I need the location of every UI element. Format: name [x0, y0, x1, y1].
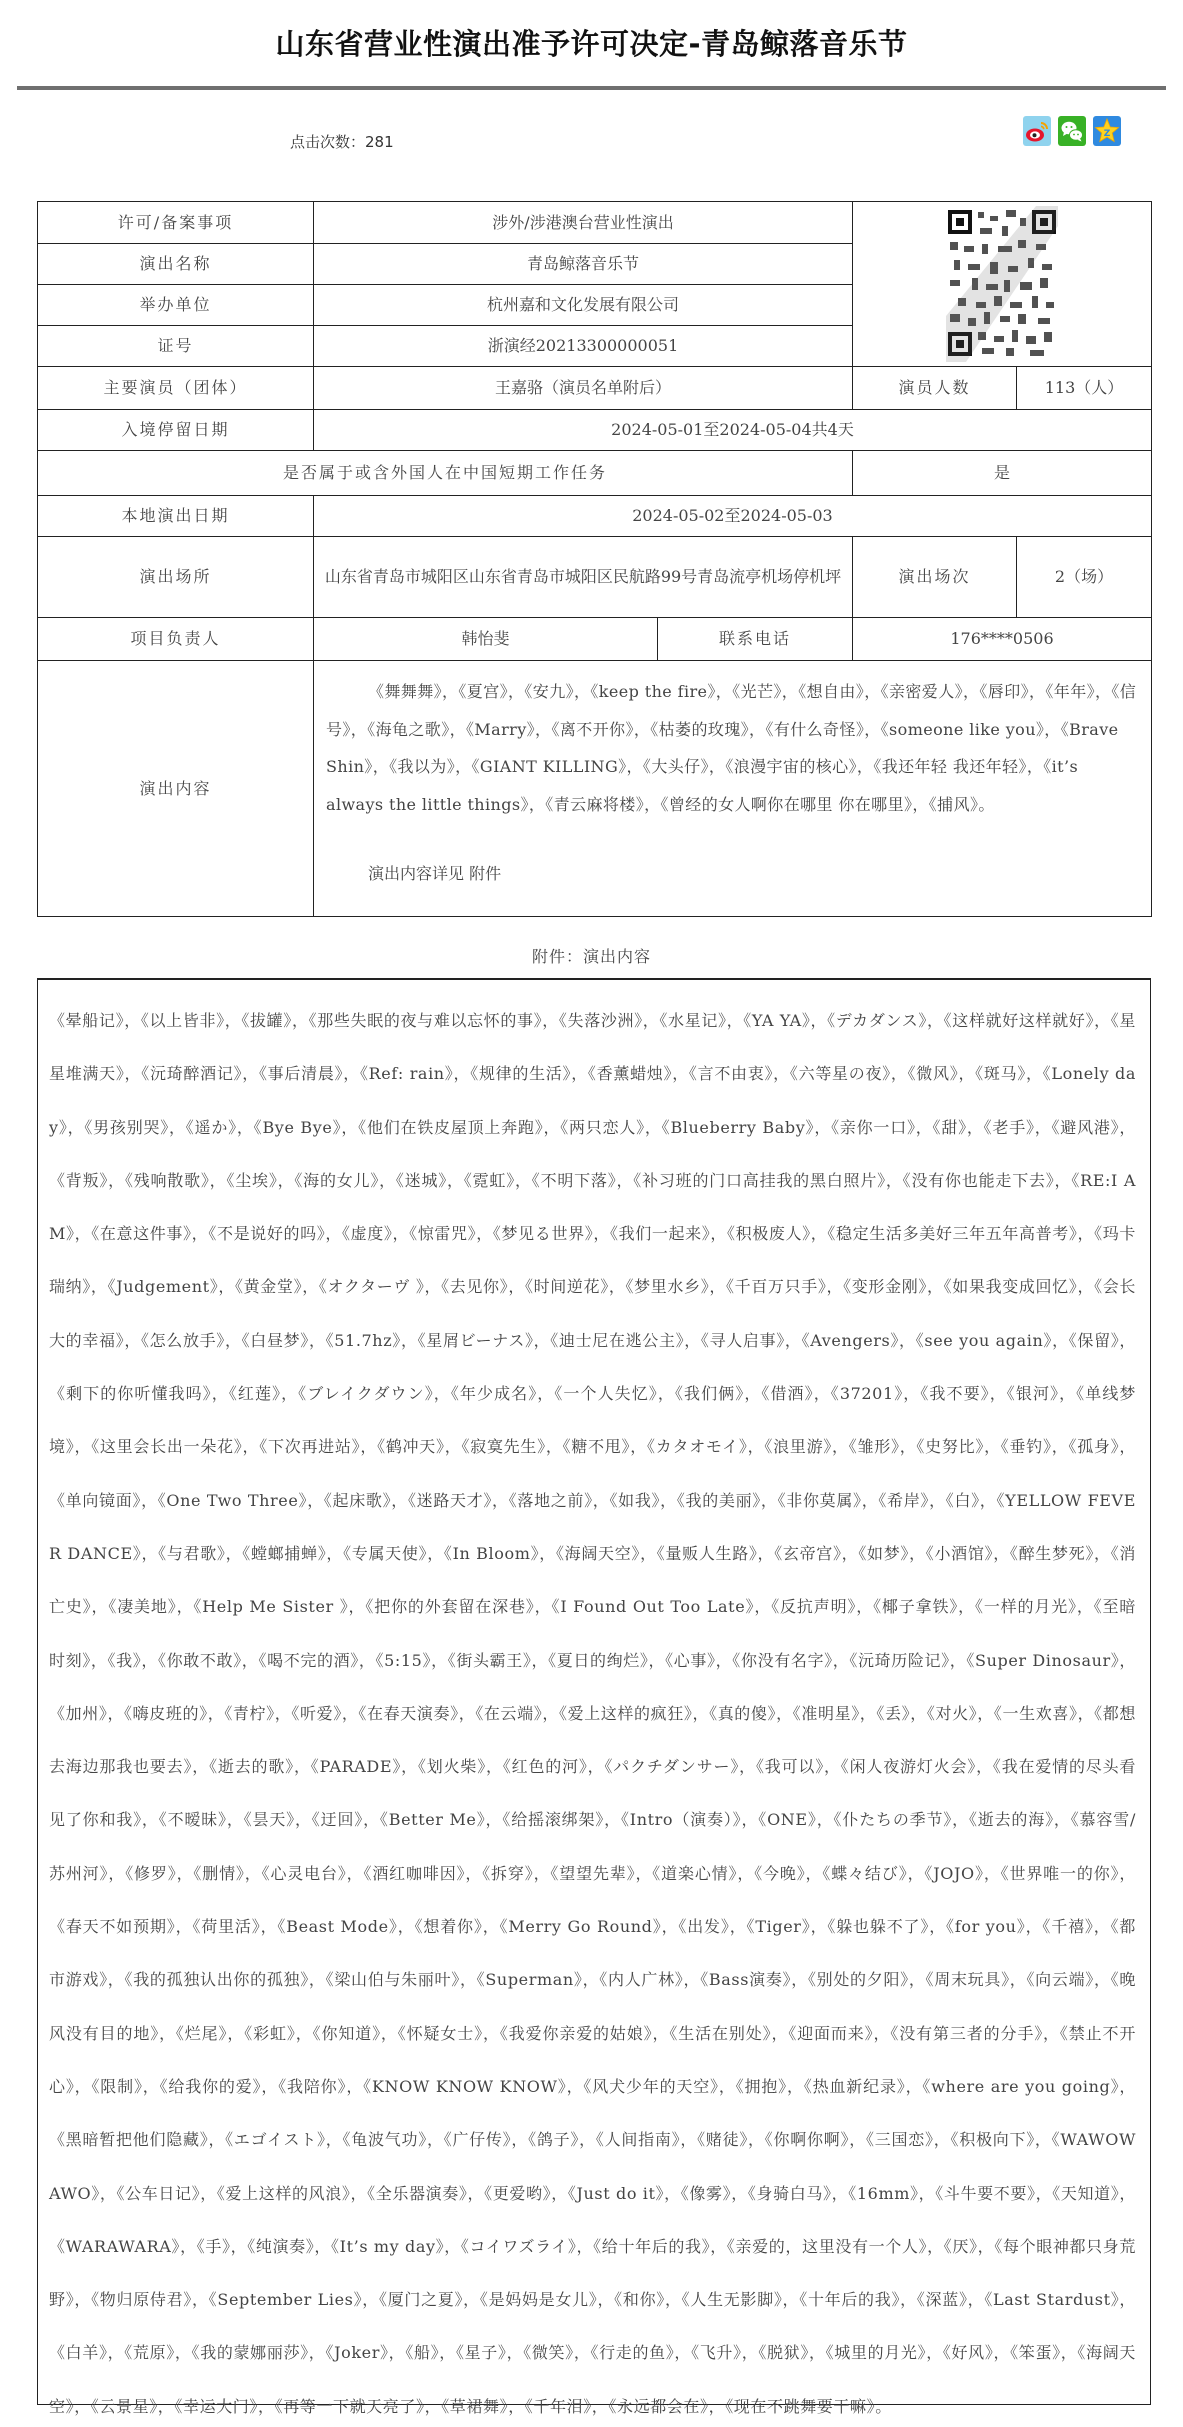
organizer-label: 举办单位 [38, 285, 314, 326]
content-cell [314, 661, 1152, 917]
content-value: 《舞舞舞》，《夏宫》，《安九》，《keep the fire》，《光芒》，《想自由》，《亲密爱人》，《唇印》，《年年》，《信号》，《海龟之歌》，《Marry》，《离不开你》，《枯萎的玫瑰》，《有什么奇怪》，《someone like you》，《Brave Shin》，《我以为》，《GIANT KILLING》，《大头仔》，《浪漫宇宙的核心》，《我还年轻 我还年轻》，《it’s always the little things》，《青云麻将楼》，《曾经的女人啊你在哪里 你在哪里》，《捕风》。 [326, 682, 1137, 814]
manager-value: 韩怡斐 [314, 618, 658, 661]
share-wechat-button[interactable] [1058, 116, 1086, 146]
license-value: 浙演经20213300000051 [314, 325, 853, 366]
table-row [38, 496, 1152, 537]
venue-label: 演出场所 [38, 537, 314, 618]
performer-value: 王嘉骆（演员名单附后） [314, 367, 853, 410]
qr-code [946, 206, 1058, 362]
local-date-value: 2024-05-02至2024-05-03 [314, 496, 1152, 537]
svg-text:Z: Z [1103, 129, 1111, 139]
performer-label: 主要演员（团体） [38, 367, 314, 410]
table-row [38, 451, 1152, 496]
performer-count-value: 113（人） [1017, 367, 1152, 410]
share-qzone-button[interactable] [1093, 116, 1121, 146]
local-date-label: 本地演出日期 [38, 496, 314, 537]
foreign-work-value: 是 [853, 451, 1152, 496]
content-note: 演出内容详见 附件 [368, 864, 502, 883]
foreign-work-label: 是否属于或含外国人在中国短期工作任务 [38, 451, 853, 496]
share-bar [1023, 116, 1121, 146]
phone-value: 176****0506 [853, 618, 1152, 661]
qr-code-icon [946, 206, 1058, 362]
table-row [38, 367, 1152, 410]
table-row [38, 618, 1152, 661]
item-value: 涉外/涉港澳台营业性演出 [314, 202, 853, 244]
table-row [38, 202, 1152, 244]
wechat-icon [1058, 116, 1086, 146]
share-weibo-button[interactable] [1023, 116, 1051, 146]
performer-count-label: 演员人数 [853, 367, 1017, 410]
attachment-text: 《晕船记》，《以上皆非》，《拔罐》，《那些失眠的夜与难以忘怀的事》，《失落沙洲》，《水星记》，《YA YA》，《デカダンス》，《这样就好这样就好》，《星星堆满天》，《沅琦醉酒记》，《事后清晨》，《Ref: rain》，《规律的生活》，《香薰蜡烛》，《言不由衷》，《六等星の夜》，《微风》，《斑马》，《Lonely day》，《男孩别哭》，《遥か》，《Bye Bye》，《他们在铁皮屋顶上奔跑》，《两只恋人》，《Blueberry Baby》，《亲你一口》，《甜》，《老手》，《避风港》，《背叛》，《残响散歌》，《尘埃》，《海的女儿》，《迷城》，《霓虹》，《不明下落》，《补习班的门口高挂我的黑白照片》，《没有你也能走下去》，《RE:I AM》，《在意这件事》，《不是说好的吗》，《虚度》，《惊雷咒》，《梦见る世界》，《我们一起来》，《积极废人》，《稳定生活多美好三年五年高普考》，《玛卡瑞纳》，《Judgement》，《黄金堂》，《オクターヴ 》，《去见你》，《时间逆花》，《梦里水乡》，《千百万只手》，《变形金刚》，《如果我变成回忆》，《会长大的幸福》，《怎么放手》，《白昼梦》，《51.7hz》，《星屑ビーナス》，《迪士尼在逃公主》，《寻人启事》，《Avengers》，《see you again》，《保留》，《剩下的你听懂我吗》，《红莲》，《ブレイクダウン》，《年少成名》，《一个人失忆》，《我们俩》，《借酒》，《37201》，《我不要》，《银河》，《单线梦境》，《这里会长出一朵花》，《下次再进站》，《鹤冲天》，《寂寞先生》，《糖不甩》，《カタオモイ》，《浪里游》，《雏形》，《史努比》，《垂钓》，《孤身》，《单向镜面》，《One Two Three》，《起床歌》，《迷路天才》，《落地之前》，《如我》，《我的美丽》，《非你莫属》，《希岸》，《白》，《YELLOW FEVER DANCE》，《与君歌》，《螳螂捕蝉》，《专属天使》，《In Bloom》，《海阔天空》，《量贩人生路》，《玄帝宫》，《如梦》，《小酒馆》，《醉生梦死》，《消亡史》，《凄美地》，《Help Me Sister 》，《把你的外套留在深巷》，《I Found Out Too Late》，《反抗声明》，《椰子拿铁》，《一样的月光》，《至暗时刻》，《我》，《你敢不敢》，《喝不完的酒》，《5:15》，《街头霸王》，《夏日的绚烂》，《心事》，《你没有名字》，《沅琦历险记》，《Super Dinosaur》，《加州》，《嗨皮班的》，《青柠》，《听爱》，《在春天演奏》，《在云端》，《爱上这样的疯狂》，《真的傻》，《准明星》，《丢》，《对火》，《一生欢喜》，《都想去海边那我也要去》，《逝去的歌》，《PARADE》，《划火柴》，《红色的河》，《パクチダンサー》，《我可以》，《闲人夜游灯火会》，《我在爱情的尽头看见了你和我》，《不暧昧》，《昙天》，《迂回》，《Better Me》，《给摇滚绑架》，《Intro（演奏）》，《ONE》，《仆たちの季节》，《逝去的海》，《慕容雪/苏州河》，《修罗》，《删情》，《心灵电台》，《酒红咖啡因》，《拆穿》，《望望先辈》，《道楽心情》，《今晚》，《蝶々结び》，《JOJO》，《世界唯一的你》，《春天不如预期》，《荷里活》，《Beast Mode》，《想着你》，《Merry Go Round》，《出发》，《Tiger》，《躲也躲不了》，《for you》，《千禧》，《都市游戏》，《我的孤独认出你的孤独》，《梁山伯与朱丽叶》，《Superman》，《内人广林》，《Bass演奏》，《别处的夕阳》，《周末玩具》，《向云端》，《晚风没有目的地》，《烂尾》，《彩虹》，《你知道》，《怀疑女士》，《我爱你亲爱的姑娘》，《生活在别处》，《迎面而来》，《没有第三者的分手》，《禁止不开心》，《限制》，《给我你的爱》，《我陪你》，《KNOW KNOW KNOW》，《风犬少年的天空》，《拥抱》，《热血新纪录》，《where are you going》，《黑暗暂把他们隐藏》，《エゴイスト》，《龟波气功》，《广仔传》，《鸽子》，《人间指南》，《赌徒》，《你啊你啊》，《三国恋》，《积极向下》，《WAWOWAWO》，《公车日记》，《爱上这样的风浪》，《全乐器演奏》，《更爱哟》，《Just do it》，《像雾》，《身骑白马》，《16mm》，《斗牛要不要》，《天知道》，《WARAWARA》，《手》，《纯演奏》，《It’s my day》，《コイワズライ》，《给十年后的我》，《亲爱的，这里没有一个人》，《厌》，《每个眼神都只身荒野》，《物归原侍君》，《September Lies》，《厦门之夏》，《是妈妈是女儿》，《和你》，《人生无影脚》，《十年后的我》，《深蓝》，《Last Stardust》，《白羊》，《荒原》，《我的蒙娜丽莎》，《Joker》，《船》，《星子》，《微笑》，《行走的鱼》，《飞升》，《脱狱》，《城里的月光》，《好风》，《笨蛋》，《海阔天空》，《云景星》，《幸运大门》，《再等一下就天亮了》，《草裙舞》，《千年泪》，《永远都会在》，《现在不跳舞要干嘛》。 [49, 1011, 1136, 2416]
attachment-label: 附件：演出内容 [531, 947, 651, 966]
manager-label: 项目负责人 [38, 618, 314, 661]
table-row [38, 410, 1152, 451]
content-label: 演出内容 [38, 661, 314, 917]
sessions-label: 演出场次 [853, 537, 1017, 618]
phone-label: 联系电话 [658, 618, 853, 661]
attachment-box [37, 978, 1151, 2416]
sessions-value: 2（场） [1017, 537, 1152, 618]
page-title: 山东省营业性演出准予许可决定-青岛鲸落音乐节 [275, 27, 908, 61]
entry-date-label: 入境停留日期 [38, 410, 314, 451]
organizer-value: 杭州嘉和文化发展有限公司 [314, 285, 853, 326]
qr-code-cell [853, 202, 1152, 367]
table-row [38, 661, 1152, 917]
entry-date-value: 2024-05-01至2024-05-04共4天 [314, 410, 1152, 451]
click-count-value: 281 [365, 133, 394, 151]
permit-table [37, 201, 1152, 917]
click-count [290, 131, 394, 152]
qzone-icon [1093, 116, 1121, 146]
license-label: 证号 [38, 325, 314, 366]
name-value: 青岛鲸落音乐节 [314, 244, 853, 285]
title-divider [17, 86, 1166, 90]
click-count-label: 点击次数： [290, 133, 366, 151]
name-label: 演出名称 [38, 244, 314, 285]
table-row [38, 537, 1152, 618]
venue-value: 山东省青岛市城阳区山东省青岛市城阳区民航路99号青岛流亭机场停机坪 [314, 537, 853, 618]
weibo-icon [1023, 116, 1051, 146]
item-label: 许可/备案事项 [38, 202, 314, 244]
